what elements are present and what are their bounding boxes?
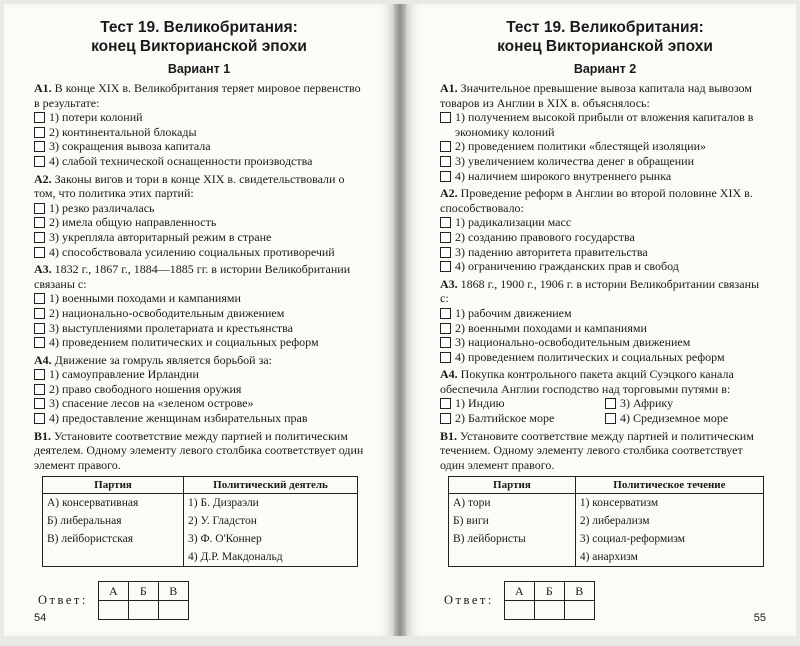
checkbox[interactable] — [605, 413, 616, 424]
question-number: В1. — [34, 428, 52, 443]
option[interactable] — [440, 154, 770, 169]
option-row — [440, 411, 770, 426]
option[interactable] — [440, 396, 605, 411]
right-question-a1 — [440, 81, 770, 110]
question-text: 1832 г., 1867 г., 1884—1885 гг. в истории Великобритании связаны с: — [34, 262, 351, 291]
option-text: 2) созданию правового государства — [455, 229, 635, 244]
right-page — [406, 4, 796, 636]
answer-col-b: Б — [534, 582, 564, 601]
checkbox[interactable] — [34, 112, 45, 123]
right-answer-block — [444, 581, 770, 620]
table-cell: 2) У. Гладстон — [184, 512, 358, 530]
option-text: 3) выступлениями пролетариата и крестьянства — [49, 320, 293, 335]
question-text: Движение за гомруль является борьбой за: — [54, 352, 273, 367]
option[interactable] — [440, 259, 770, 274]
option[interactable] — [34, 110, 364, 125]
option[interactable] — [440, 110, 770, 139]
checkbox[interactable] — [440, 352, 451, 363]
left-answer-block — [38, 581, 364, 620]
checkbox[interactable] — [440, 141, 451, 152]
question-number: А3. — [440, 276, 458, 291]
option-text: 2) имела общую направленность — [49, 215, 217, 230]
answer-col-v: В — [564, 582, 594, 601]
table-cell: В) лейбористы — [449, 530, 576, 548]
checkbox[interactable] — [440, 337, 451, 348]
option-text: 1) радикализации масс — [455, 215, 572, 230]
right-question-a2 — [440, 186, 770, 215]
checkbox[interactable] — [34, 203, 45, 214]
option-text: 4) способствовала усилению социальных противоречий — [49, 244, 335, 259]
option[interactable] — [440, 335, 770, 350]
option-text: 1) получением высокой прибыли от вложения капиталов в экономику колоний — [455, 110, 754, 139]
checkbox[interactable] — [34, 217, 45, 228]
option-text: 3) спасение лесов на «зеленом острове» — [49, 396, 254, 411]
option[interactable] — [440, 350, 770, 365]
question-number: А4. — [440, 367, 458, 382]
table-row — [449, 512, 764, 530]
option-text: 4) проведением политических и социальных реформ — [49, 335, 319, 350]
option[interactable] — [605, 411, 770, 426]
option[interactable] — [440, 411, 605, 426]
option[interactable] — [34, 396, 364, 411]
answer-input-v[interactable] — [158, 601, 188, 620]
option-text: 3) укрепляла авторитарный режим в стране — [49, 229, 272, 244]
table-cell: 1) Б. Дизраэли — [184, 494, 358, 513]
left-variant-heading: Вариант 1 — [167, 62, 231, 76]
option[interactable] — [440, 139, 770, 154]
right-answer-grid — [504, 581, 595, 620]
table-cell — [449, 548, 576, 567]
right-question-a4 — [440, 367, 770, 396]
checkbox[interactable] — [34, 293, 45, 304]
checkbox[interactable] — [440, 413, 451, 424]
left-title-line-1: Тест 19. Великобритания: — [100, 19, 298, 36]
option[interactable] — [34, 139, 364, 154]
option-text: 4) слабой технической оснащенности производства — [49, 153, 313, 168]
answer-label: Ответ: — [444, 593, 494, 608]
table-cell: 4) Д.Р. Макдональд — [184, 548, 358, 567]
left-question-b1 — [34, 429, 364, 473]
left-question-a1 — [34, 81, 364, 110]
option-text: 4) проведением политических и социальных реформ — [455, 349, 725, 364]
checkbox[interactable] — [34, 369, 45, 380]
option[interactable] — [34, 215, 364, 230]
checkbox[interactable] — [34, 308, 45, 319]
checkbox[interactable] — [34, 247, 45, 258]
checkbox[interactable] — [440, 217, 451, 228]
option-text: 2) право свободного ношения оружия — [49, 381, 242, 396]
option[interactable] — [440, 169, 770, 184]
table-cell: А) тори — [449, 494, 576, 513]
table-row — [449, 548, 764, 567]
option[interactable] — [440, 306, 770, 321]
checkbox[interactable] — [440, 398, 451, 409]
option[interactable] — [34, 230, 364, 245]
option-text: 2) военными походами и кампаниями — [455, 320, 647, 335]
option[interactable] — [34, 382, 364, 397]
option[interactable] — [440, 215, 770, 230]
checkbox[interactable] — [34, 232, 45, 243]
question-text: Установите соответствие между партией и политическим деятелем. Одному элементу левого столбика соответствует один элемент правого. — [34, 428, 364, 472]
answer-col-a: А — [504, 582, 534, 601]
option[interactable] — [34, 367, 364, 382]
left-answer-grid — [98, 581, 189, 620]
question-number: В1. — [440, 428, 458, 443]
option-text: 4) предоставление женщинам избирательных прав — [49, 411, 308, 426]
checkbox[interactable] — [440, 156, 451, 167]
checkbox[interactable] — [440, 171, 451, 182]
left-question-a4 — [34, 353, 364, 368]
left-page-number: 54 — [34, 612, 47, 624]
option-text: 1) потери колоний — [49, 110, 143, 125]
table-cell: А) консервативная — [43, 494, 184, 513]
question-text: Законы вигов и тори в конце XIX в. свидетельствовали о том, что политика этих партий: — [34, 171, 345, 201]
question-text: Проведение реформ в Англии во второй половине XIX в. способствовало: — [440, 186, 753, 215]
question-number: А3. — [34, 262, 52, 277]
option-text: 1) Индию — [455, 396, 505, 411]
checkbox[interactable] — [440, 261, 451, 272]
checkbox[interactable] — [440, 247, 451, 258]
option[interactable] — [34, 335, 364, 350]
question-number: А2. — [440, 186, 458, 201]
book-spine — [394, 4, 406, 636]
option-text: 1) резко различалась — [49, 200, 155, 215]
option[interactable] — [605, 396, 770, 411]
right-question-b1 — [440, 429, 770, 473]
checkbox[interactable] — [34, 156, 45, 167]
question-text: Покупка контрольного пакета акций Суэцкого канала обеспечила Англии господство над торговыми путями в: — [440, 367, 734, 396]
question-number: А1. — [34, 81, 52, 95]
table-cell: В) лейбористская — [43, 530, 184, 548]
left-title-line-2: конец Викторианской эпохи — [91, 38, 307, 55]
left-page-content — [34, 18, 364, 620]
option-text: 4) Средиземное море — [620, 411, 729, 426]
right-title-line-1: Тест 19. Великобритания: — [506, 19, 704, 36]
answer-input-b[interactable] — [128, 601, 158, 620]
right-matching-table — [448, 476, 764, 567]
option[interactable] — [34, 125, 364, 140]
checkbox[interactable] — [440, 112, 451, 123]
answer-col-b: Б — [128, 582, 158, 601]
table-header-party: Партия — [449, 477, 576, 494]
table-cell: Б) виги — [449, 512, 576, 530]
option-text: 3) сокращения вывоза капитала — [49, 139, 211, 154]
checkbox[interactable] — [440, 232, 451, 243]
table-cell: Б) либеральная — [43, 512, 184, 530]
question-text: 1868 г., 1900 г., 1906 г. в истории Великобритании связаны с: — [440, 276, 760, 306]
table-header-party: Партия — [43, 477, 184, 494]
checkbox[interactable] — [34, 323, 45, 334]
checkbox[interactable] — [34, 398, 45, 409]
option-text: 2) Балтийское море — [455, 411, 555, 426]
table-cell: 3) Ф. О'Коннер — [184, 530, 358, 548]
option-text: 3) национально-освободительным движением — [455, 335, 691, 350]
checkbox[interactable] — [34, 141, 45, 152]
option-text: 2) проведением политики «блестящей изоляции» — [455, 139, 707, 154]
table-cell — [43, 548, 184, 567]
option[interactable] — [34, 411, 364, 426]
right-page-number: 55 — [753, 612, 766, 624]
option[interactable] — [34, 245, 364, 260]
right-test-title — [440, 18, 770, 56]
checkbox[interactable] — [34, 413, 45, 424]
left-page — [4, 4, 394, 636]
option[interactable] — [440, 245, 770, 260]
option[interactable] — [34, 321, 364, 336]
answer-input-v[interactable] — [564, 601, 594, 620]
checkbox[interactable] — [440, 308, 451, 319]
right-page-content — [440, 18, 770, 620]
option-text: 4) ограничению гражданских прав и свобод — [455, 259, 679, 274]
answer-col-v: В — [158, 582, 188, 601]
table-cell: 1) консерватизм — [575, 494, 763, 513]
option-text: 3) увеличением количества денег в обращении — [455, 153, 695, 168]
option[interactable] — [34, 291, 364, 306]
table-cell: 3) социал-реформизм — [575, 530, 763, 548]
right-question-a3 — [440, 277, 770, 306]
option-text: 1) рабочим движением — [455, 305, 572, 320]
option[interactable] — [34, 154, 364, 169]
table-row — [43, 512, 358, 530]
option-text: 2) национально-освободительным движением — [49, 305, 285, 320]
table-cell: 2) либерализм — [575, 512, 763, 530]
checkbox[interactable] — [605, 398, 616, 409]
table-row — [449, 494, 764, 513]
option-row — [440, 396, 770, 411]
option[interactable] — [34, 201, 364, 216]
table-cell: 4) анархизм — [575, 548, 763, 567]
option-text: 4) наличием широкого внутреннего рынка — [455, 168, 672, 183]
table-header-movement: Политическое течение — [575, 477, 763, 494]
question-number: А1. — [440, 81, 458, 95]
option-text: 1) самоуправление Ирландии — [49, 367, 199, 382]
table-row — [449, 530, 764, 548]
option[interactable] — [440, 230, 770, 245]
answer-input-a[interactable] — [504, 601, 534, 620]
checkbox[interactable] — [440, 323, 451, 334]
question-text: Установите соответствие между партией и политическим течением. Одному элементу левого столбика соответствует один элемент правого. — [440, 428, 754, 472]
checkbox[interactable] — [34, 384, 45, 395]
answer-col-a: А — [98, 582, 128, 601]
left-test-title — [34, 18, 364, 56]
answer-label: Ответ: — [38, 593, 88, 608]
question-number: А2. — [34, 171, 52, 186]
checkbox[interactable] — [34, 127, 45, 138]
answer-input-a[interactable] — [98, 601, 128, 620]
option-text: 3) падению авторитета правительства — [455, 244, 648, 259]
table-header-politician: Политический деятель — [184, 477, 358, 494]
left-question-a2 — [34, 172, 364, 201]
question-number: А4. — [34, 352, 52, 367]
question-text: Значительное превышение вывоза капитала над вывозом товаров из Англии в XIX в. объяснялось: — [440, 81, 752, 110]
option[interactable] — [440, 321, 770, 336]
table-row — [43, 548, 358, 567]
left-matching-table — [42, 476, 358, 567]
question-text: В конце XIX в. Великобритания теряет мировое первенство в результате: — [34, 81, 361, 110]
answer-input-b[interactable] — [534, 601, 564, 620]
option-text: 1) военными походами и кампаниями — [49, 291, 241, 306]
table-row — [43, 494, 358, 513]
option[interactable] — [34, 306, 364, 321]
left-question-a3 — [34, 262, 364, 291]
right-variant-heading: Вариант 2 — [573, 62, 637, 76]
option-text: 3) Африку — [620, 396, 674, 411]
checkbox[interactable] — [34, 337, 45, 348]
table-row — [43, 530, 358, 548]
option-text: 2) континентальной блокады — [49, 124, 197, 139]
right-title-line-2: конец Викторианской эпохи — [497, 38, 713, 55]
